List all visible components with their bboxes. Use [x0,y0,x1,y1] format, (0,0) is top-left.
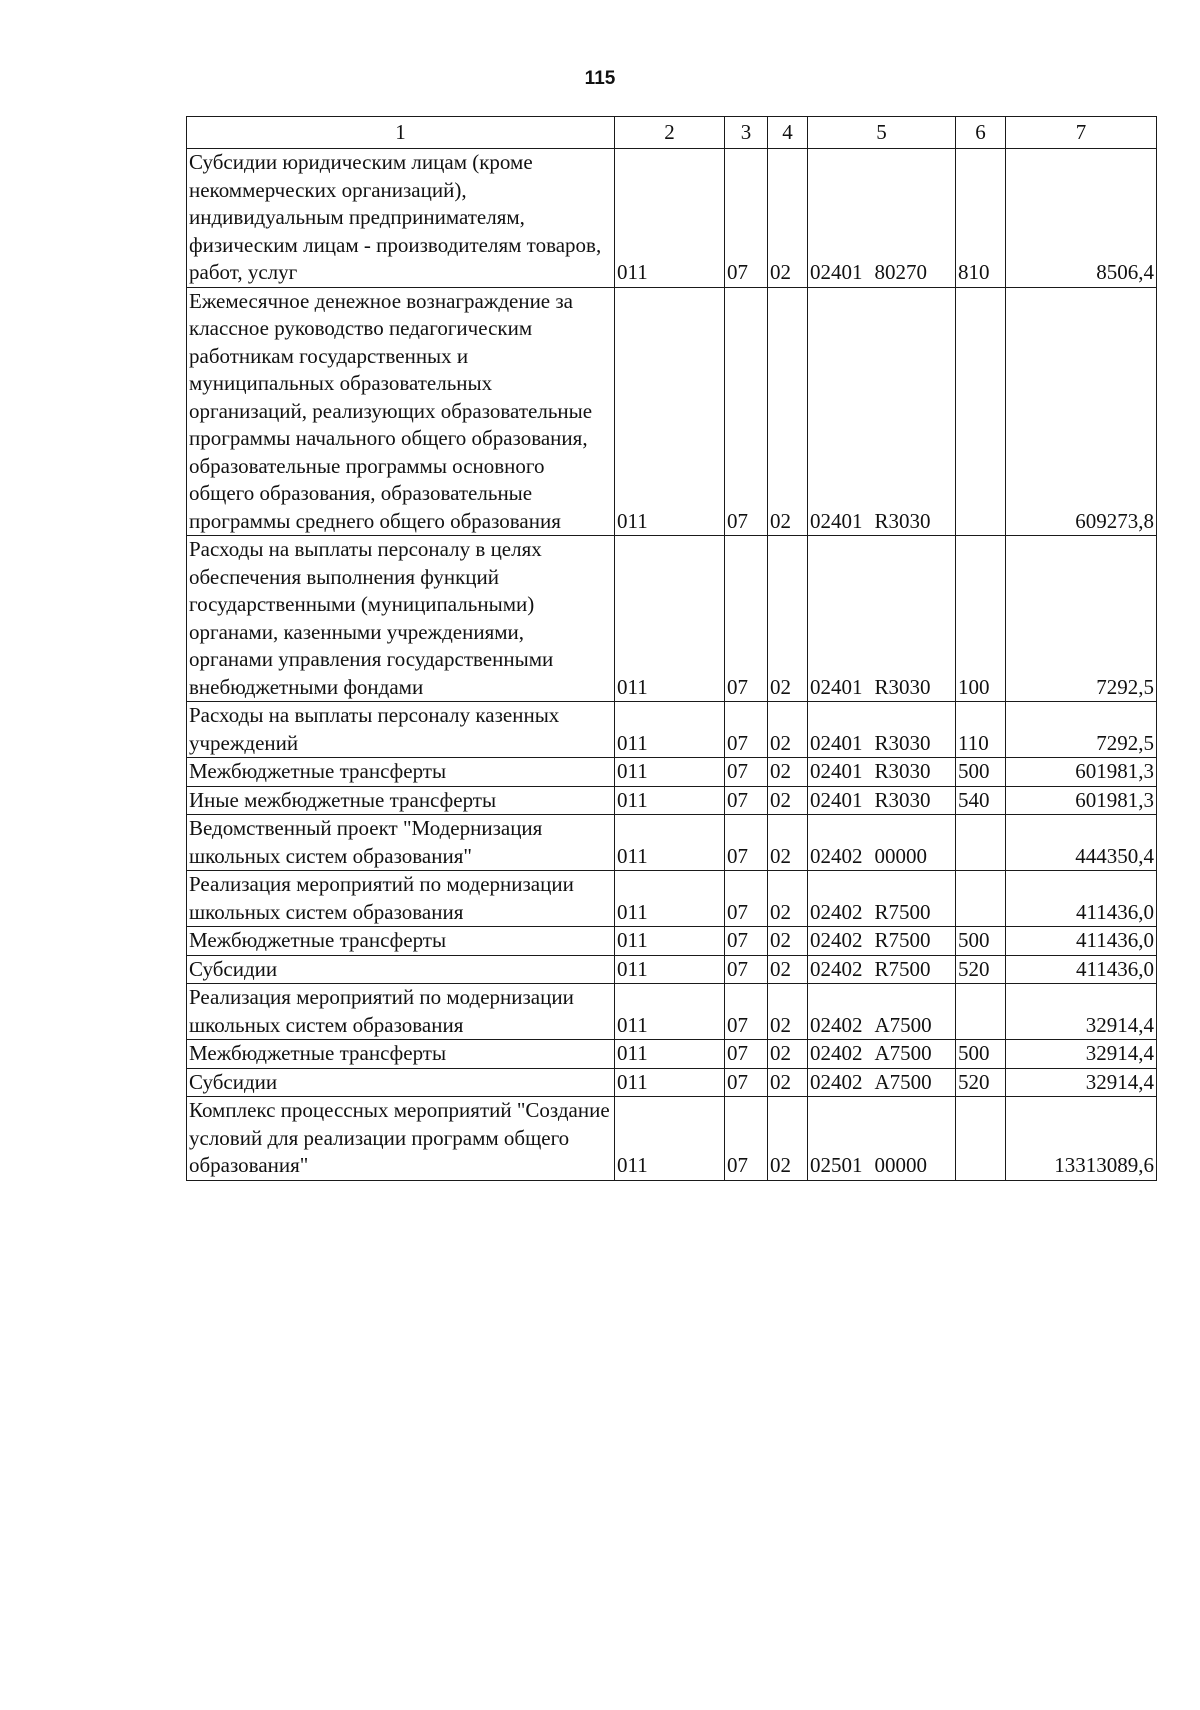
target-article-code: 80270 [874,260,927,284]
target-article-code: A7500 [874,1041,932,1065]
header-cell-col-3: 3 [725,117,768,149]
row-subsection-cell: 02 [768,815,808,871]
row-expense-type-cell: 520 [956,955,1006,984]
table-row [187,871,1157,927]
row-section-cell: 07 [725,786,768,815]
row-target-article-cell [808,1040,956,1069]
row-grbs-cell: 011 [615,1097,725,1181]
table-row [187,536,1157,702]
row-subsection-cell: 02 [768,786,808,815]
target-article-program: 02402 [810,1069,863,1094]
budget-table [186,116,1157,1181]
row-section-cell: 07 [725,1040,768,1069]
row-section-cell: 07 [725,1068,768,1097]
row-name-cell: Межбюджетные трансферты [187,1040,615,1069]
header-cell-col-4: 4 [768,117,808,149]
row-target-article-cell [808,927,956,956]
table-row [187,1068,1157,1097]
row-subsection-cell: 02 [768,149,808,288]
row-name-cell: Ведомственный проект "Модернизация школьных систем образования" [187,815,615,871]
target-article-code: R3030 [874,730,931,755]
row-subsection-cell: 02 [768,955,808,984]
row-section-cell: 07 [725,955,768,984]
row-name-cell: Иные межбюджетные трансферты [187,786,615,815]
header-cell-col-6: 6 [956,117,1006,149]
row-name-cell: Межбюджетные трансферты [187,758,615,787]
row-section-cell: 07 [725,1097,768,1181]
row-subsection-cell: 02 [768,871,808,927]
row-amount-cell: 13313089,6 [1006,1097,1157,1181]
table-row [187,149,1157,288]
row-target-article-cell [808,871,956,927]
page-number: 115 [584,68,616,89]
row-amount-cell: 32914,4 [1006,984,1157,1040]
row-target-article-cell [808,149,956,288]
row-grbs-cell: 011 [615,984,725,1040]
target-article-code: R7500 [874,956,931,981]
row-section-cell: 07 [725,927,768,956]
row-expense-type-cell [956,984,1006,1040]
row-subsection-cell: 02 [768,1040,808,1069]
table-row [187,287,1157,536]
row-grbs-cell: 011 [615,815,725,871]
row-name-cell: Реализация мероприятий по модернизации школьных систем образования [187,871,615,927]
row-target-article-cell [808,955,956,984]
header-cell-col-1: 1 [187,117,615,149]
table-row [187,702,1157,758]
row-grbs-cell: 011 [615,149,725,288]
target-article-program: 02402 [810,956,863,981]
row-amount-cell: 32914,4 [1006,1068,1157,1097]
row-grbs-cell: 011 [615,1040,725,1069]
row-target-article-cell [808,815,956,871]
row-subsection-cell: 02 [768,702,808,758]
target-article-program: 02402 [810,1041,863,1065]
table-body [187,117,1157,1181]
target-article-code: R7500 [874,928,931,952]
row-name-cell: Субсидии [187,955,615,984]
header-cell-col-2: 2 [615,117,725,149]
header-cell-col-5: 5 [808,117,956,149]
row-subsection-cell: 02 [768,1097,808,1181]
target-article-program: 02501 [810,1153,863,1177]
row-expense-type-cell: 110 [956,702,1006,758]
row-target-article-cell [808,1097,956,1181]
row-name-cell: Расходы на выплаты персоналу в целях обеспечения выполнения функций государственными (муниципальными) органами, казенными учреждениями, органами управления государственными внебюджетными фондами [187,536,615,702]
row-grbs-cell: 011 [615,287,725,536]
row-grbs-cell: 011 [615,758,725,787]
table-row [187,955,1157,984]
row-section-cell: 07 [725,758,768,787]
row-expense-type-cell [956,871,1006,927]
row-name-cell: Ежемесячное денежное вознаграждение за классное руководство педагогическим работникам государственных и муниципальных образовательных организаций, реализующих образовательные программы начального общего образования, образовательные программы основного общего образования, образовательные программы среднего общего образования [187,287,615,536]
header-cell-col-7: 7 [1006,117,1157,149]
target-article-code: R3030 [874,759,931,783]
row-amount-cell: 411436,0 [1006,927,1157,956]
row-grbs-cell: 011 [615,955,725,984]
row-grbs-cell: 011 [615,536,725,702]
row-expense-type-cell: 500 [956,927,1006,956]
table-row [187,815,1157,871]
target-article-code: A7500 [874,1012,932,1037]
row-amount-cell: 444350,4 [1006,815,1157,871]
row-target-article-cell [808,984,956,1040]
row-section-cell: 07 [725,815,768,871]
row-amount-cell: 7292,5 [1006,536,1157,702]
target-article-program: 02401 [810,730,863,755]
target-article-code: 00000 [874,843,927,868]
row-grbs-cell: 011 [615,871,725,927]
row-name-cell: Комплекс процессных мероприятий "Создание условий для реализации программ общего образования" [187,1097,615,1181]
table-row [187,984,1157,1040]
row-amount-cell: 609273,8 [1006,287,1157,536]
target-article-code: 00000 [874,1153,927,1177]
row-amount-cell: 601981,3 [1006,786,1157,815]
row-amount-cell: 601981,3 [1006,758,1157,787]
row-amount-cell: 32914,4 [1006,1040,1157,1069]
table-row [187,1097,1157,1181]
row-expense-type-cell [956,815,1006,871]
header-row [187,117,1157,149]
row-grbs-cell: 011 [615,927,725,956]
target-article-program: 02401 [810,508,863,533]
target-article-program: 02401 [810,674,863,699]
row-name-cell: Субсидии [187,1068,615,1097]
row-grbs-cell: 011 [615,1068,725,1097]
row-expense-type-cell: 100 [956,536,1006,702]
row-subsection-cell: 02 [768,1068,808,1097]
row-name-cell: Субсидии юридическим лицам (кроме некоммерческих организаций), индивидуальным предпринимателям, физическим лицам - производителям товаров, работ, услуг [187,149,615,288]
row-subsection-cell: 02 [768,536,808,702]
row-grbs-cell: 011 [615,786,725,815]
row-grbs-cell: 011 [615,702,725,758]
target-article-program: 02402 [810,843,863,868]
row-target-article-cell [808,786,956,815]
row-amount-cell: 411436,0 [1006,955,1157,984]
row-target-article-cell [808,1068,956,1097]
row-target-article-cell [808,536,956,702]
target-article-program: 02402 [810,1012,863,1037]
target-article-code: R3030 [874,674,931,699]
row-section-cell: 07 [725,287,768,536]
table-row [187,927,1157,956]
row-amount-cell: 411436,0 [1006,871,1157,927]
row-target-article-cell [808,702,956,758]
row-expense-type-cell [956,287,1006,536]
row-amount-cell: 8506,4 [1006,149,1157,288]
row-expense-type-cell: 810 [956,149,1006,288]
row-expense-type-cell: 540 [956,786,1006,815]
table-row [187,758,1157,787]
row-section-cell: 07 [725,536,768,702]
row-target-article-cell [808,287,956,536]
target-article-program: 02401 [810,759,863,783]
row-subsection-cell: 02 [768,984,808,1040]
row-subsection-cell: 02 [768,927,808,956]
row-amount-cell: 7292,5 [1006,702,1157,758]
row-name-cell: Межбюджетные трансферты [187,927,615,956]
target-article-program: 02401 [810,260,863,284]
table-row [187,1040,1157,1069]
target-article-code: R3030 [874,787,931,812]
row-section-cell: 07 [725,149,768,288]
target-article-code: A7500 [874,1069,932,1094]
row-name-cell: Реализация мероприятий по модернизации школьных систем образования [187,984,615,1040]
target-article-program: 02402 [810,899,863,924]
row-expense-type-cell: 500 [956,758,1006,787]
row-expense-type-cell: 500 [956,1040,1006,1069]
target-article-program: 02402 [810,928,863,952]
row-subsection-cell: 02 [768,758,808,787]
table-row [187,786,1157,815]
row-target-article-cell [808,758,956,787]
row-section-cell: 07 [725,702,768,758]
row-expense-type-cell [956,1097,1006,1181]
target-article-program: 02401 [810,787,863,812]
row-subsection-cell: 02 [768,287,808,536]
row-section-cell: 07 [725,984,768,1040]
row-section-cell: 07 [725,871,768,927]
row-expense-type-cell: 520 [956,1068,1006,1097]
target-article-code: R3030 [874,508,931,533]
target-article-code: R7500 [874,899,931,924]
row-name-cell: Расходы на выплаты персоналу казенных учреждений [187,702,615,758]
